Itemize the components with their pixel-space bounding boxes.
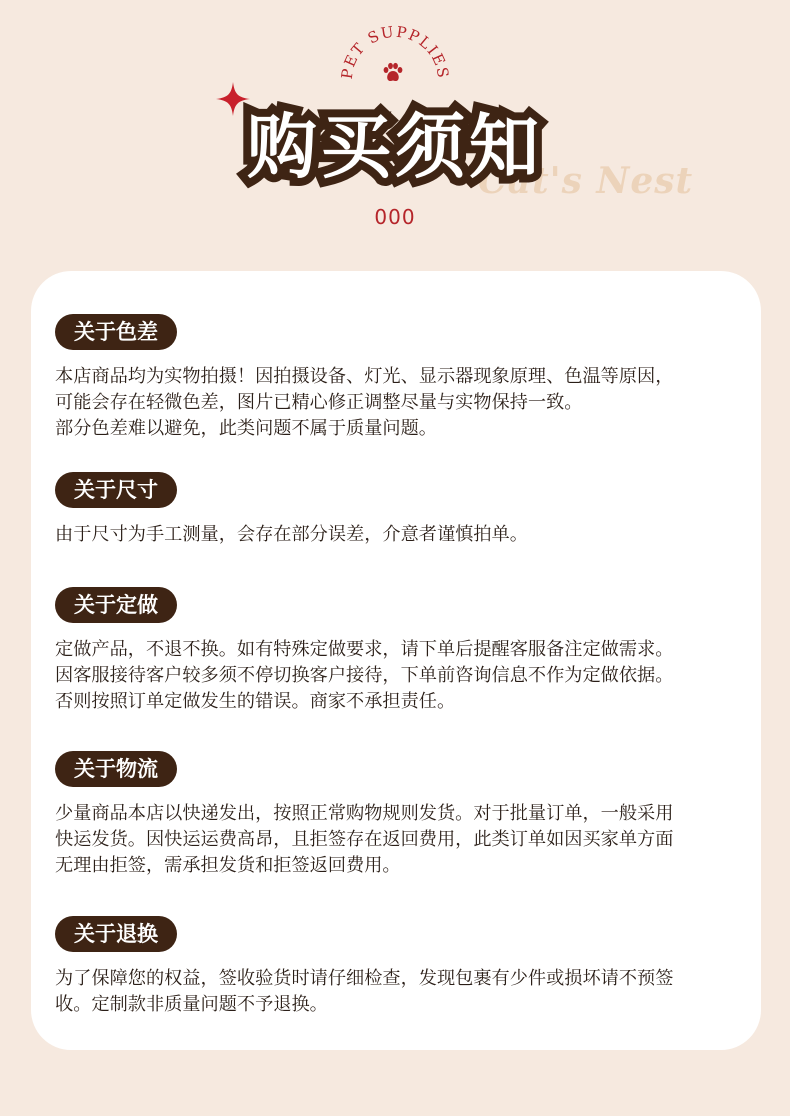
section-body xyxy=(55,364,745,442)
page-title: 购买须知 xyxy=(247,106,543,188)
section-custom-order xyxy=(55,587,745,715)
section-body xyxy=(55,637,745,715)
paw-icon xyxy=(381,62,405,84)
body-line: 因客服接待客户较多须不停切换客户接待，下单前咨询信息不作为定做依据。 xyxy=(55,665,674,686)
body-line: 本店商品均为实物拍摄！因拍摄设备、灯光、显示器现象原理、色温等原因， xyxy=(55,366,674,387)
page-header xyxy=(0,0,790,270)
arc-text-label: PET SUPPLIES xyxy=(337,22,453,81)
body-line: 否则按照订单定做发生的错误。商家不承担责任。 xyxy=(55,691,456,712)
section-body xyxy=(55,801,745,879)
section-title-pill: 关于物流 xyxy=(55,751,177,787)
section-color-difference xyxy=(55,314,745,442)
body-line: 定做产品，不退不换。如有特殊定做要求，请下单后提醒客服备注定做需求。 xyxy=(55,639,674,660)
body-line: 少量商品本店以快递发出，按照正常购物规则发货。对于批量订单，一般采用 xyxy=(55,803,674,824)
section-body xyxy=(55,522,745,548)
body-line: 部分色差难以避免，此类问题不属于质量问题。 xyxy=(55,418,437,439)
section-title-pill: 关于色差 xyxy=(55,314,177,350)
title-dots: 000 xyxy=(374,205,416,229)
notice-card xyxy=(31,271,761,1050)
cats-nest-script-text: Cat's Nest xyxy=(478,160,694,202)
section-title-pill: 关于定做 xyxy=(55,587,177,623)
body-line: 收。定制款非质量问题不予退换。 xyxy=(55,994,328,1015)
body-line: 由于尺寸为手工测量，会存在部分误差，介意者谨慎拍单。 xyxy=(55,524,528,545)
body-line: 快运发货。因快运运费高昂，且拒签存在返回费用，此类订单如因买家单方面 xyxy=(55,829,674,850)
section-title-pill: 关于尺寸 xyxy=(55,472,177,508)
section-size xyxy=(55,472,745,548)
body-line: 无理由拒签，需承担发货和拒签返回费用。 xyxy=(55,855,401,876)
body-line: 为了保障您的权益，签收验货时请仔细检查，发现包裹有少件或损坏请不预签 xyxy=(55,968,674,989)
section-logistics xyxy=(55,751,745,879)
section-title-pill: 关于退换 xyxy=(55,916,177,952)
section-body xyxy=(55,966,745,1018)
pet-supplies-arc-text xyxy=(0,0,790,100)
section-returns xyxy=(55,916,745,1018)
body-line: 可能会存在轻微色差，图片已精心修正调整尽量与实物保持一致。 xyxy=(55,392,583,413)
